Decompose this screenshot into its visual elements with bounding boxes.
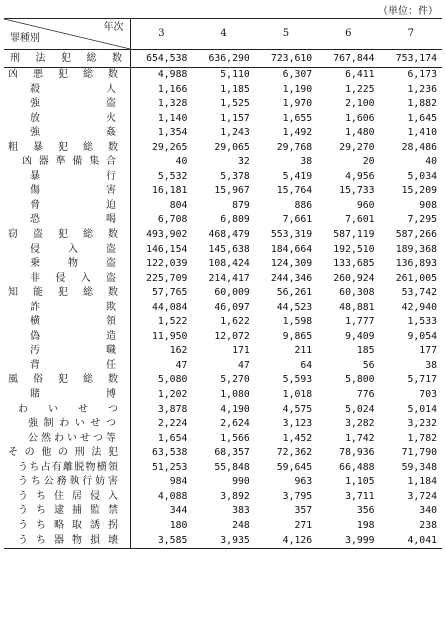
row-label-text: 背任 xyxy=(30,359,116,371)
value-cell: 1,492 xyxy=(282,127,313,139)
row-label-text: 偽造 xyxy=(30,330,116,342)
row-label-text: 放火 xyxy=(30,112,116,124)
row-label-text: その他の刑法犯 xyxy=(8,447,118,459)
row-label-text: うち器物損壊 xyxy=(18,534,118,546)
row-label-text: 強制わいせつ xyxy=(28,418,116,430)
row-label xyxy=(4,315,130,330)
value-cell: 133,685 xyxy=(333,258,375,270)
value-cell: 1,522 xyxy=(157,316,188,328)
table-row xyxy=(4,228,442,243)
row-label-text: 粗暴犯総数 xyxy=(8,141,118,153)
value-cell: 6,708 xyxy=(157,214,188,226)
table-row xyxy=(4,403,442,418)
category-axis-label: 罪種別 xyxy=(10,33,40,45)
value-cell: 44,523 xyxy=(276,301,313,313)
row-label-text: 脅迫 xyxy=(30,199,116,211)
value-cell: 47 xyxy=(175,359,188,371)
value-cell: 51,253 xyxy=(152,461,188,473)
row-label xyxy=(4,388,130,403)
row-label-text: 殺人 xyxy=(30,83,116,95)
value-cell: 5,717 xyxy=(407,374,437,386)
value-cell: 1,742 xyxy=(345,432,375,444)
value-cell: 984 xyxy=(169,476,188,488)
value-cell: 56,261 xyxy=(276,287,313,299)
value-cell: 804 xyxy=(169,199,188,211)
value-cell: 38 xyxy=(425,359,437,371)
value-cell: 5,110 xyxy=(220,69,250,80)
row-label xyxy=(4,330,130,345)
value-cell: 1,190 xyxy=(282,83,313,95)
value-cell: 654,538 xyxy=(130,50,192,68)
value-cell: 3,282 xyxy=(345,418,375,430)
value-cell: 108,424 xyxy=(208,258,250,270)
value-cell: 15,967 xyxy=(214,185,250,197)
value-cell: 244,346 xyxy=(270,272,313,284)
value-cell: 44,084 xyxy=(152,301,188,313)
value-cell: 1,655 xyxy=(282,112,313,124)
table-row xyxy=(4,432,442,447)
value-cell: 493,902 xyxy=(146,229,188,241)
unit-note: （単位：件） xyxy=(378,6,438,17)
value-cell: 261,005 xyxy=(395,272,437,284)
header-corner-cell xyxy=(4,19,130,50)
value-cell: 271 xyxy=(294,519,313,531)
row-label xyxy=(4,141,130,156)
value-cell: 20 xyxy=(362,156,375,168)
year-header: 5 xyxy=(255,19,317,50)
value-cell: 1,105 xyxy=(345,476,375,488)
value-cell: 32 xyxy=(237,156,250,168)
value-cell: 383 xyxy=(232,505,250,517)
value-cell: 136,893 xyxy=(395,258,437,270)
value-cell: 3,935 xyxy=(192,534,254,549)
value-cell: 60,009 xyxy=(214,287,250,299)
value-cell: 63,538 xyxy=(152,447,188,459)
table-row xyxy=(4,388,442,403)
value-cell: 5,080 xyxy=(157,374,188,386)
row-label-text: 暴行 xyxy=(30,170,116,182)
value-cell: 4,988 xyxy=(157,69,188,80)
table-row xyxy=(4,213,442,228)
row-label-text: うち略取誘拐 xyxy=(18,519,118,531)
value-cell: 1,525 xyxy=(220,98,250,110)
value-cell: 1,184 xyxy=(407,476,437,488)
row-label xyxy=(4,461,130,476)
value-cell: 1,243 xyxy=(220,127,250,139)
table-row xyxy=(4,373,442,388)
value-cell: 1,654 xyxy=(157,432,188,444)
value-cell: 15,764 xyxy=(276,185,313,197)
row-label xyxy=(4,432,130,447)
value-cell: 1,166 xyxy=(157,83,188,95)
table-row xyxy=(4,359,442,374)
value-cell: 990 xyxy=(232,476,250,488)
value-cell: 4,088 xyxy=(157,490,188,502)
value-cell: 1,354 xyxy=(157,127,188,139)
value-cell: 340 xyxy=(419,505,437,517)
row-label-text: 汚職 xyxy=(30,345,116,357)
value-cell: 4,041 xyxy=(380,534,442,549)
value-cell: 1,777 xyxy=(345,316,375,328)
value-cell: 38 xyxy=(300,156,313,168)
value-cell: 124,309 xyxy=(270,258,313,270)
row-label-text: 傷害 xyxy=(30,185,116,197)
table-row xyxy=(4,155,442,170)
value-cell: 1,410 xyxy=(407,127,437,139)
value-cell: 78,936 xyxy=(339,447,375,459)
row-label xyxy=(4,228,130,243)
value-cell: 3,878 xyxy=(157,403,188,415)
value-cell: 1,452 xyxy=(282,432,313,444)
table-row xyxy=(4,50,442,68)
value-cell: 3,123 xyxy=(282,418,313,430)
value-cell: 753,174 xyxy=(380,50,442,68)
row-label xyxy=(4,257,130,272)
value-cell: 9,054 xyxy=(407,330,437,342)
value-cell: 162 xyxy=(169,345,188,357)
value-cell: 1,645 xyxy=(407,112,437,124)
row-label-text: 窃盗犯総数 xyxy=(8,229,118,241)
table-row xyxy=(4,257,442,272)
row-label-text: 恐喝 xyxy=(30,214,116,226)
row-label xyxy=(4,519,130,534)
value-cell: 28,486 xyxy=(401,141,437,153)
value-cell: 5,419 xyxy=(282,170,313,182)
value-cell: 1,185 xyxy=(220,83,250,95)
value-cell: 53,742 xyxy=(401,287,437,299)
value-cell: 71,790 xyxy=(401,447,437,459)
table-row xyxy=(4,272,442,287)
table-row xyxy=(4,446,442,461)
value-cell: 6,307 xyxy=(282,69,313,80)
table-row xyxy=(4,286,442,301)
table-row xyxy=(4,141,442,156)
value-cell: 189,368 xyxy=(395,243,437,255)
value-cell: 6,411 xyxy=(345,69,375,80)
row-label-text: うち逮捕監禁 xyxy=(18,505,118,517)
row-label-text: 詐欺 xyxy=(30,301,116,313)
row-label xyxy=(4,126,130,141)
value-cell: 4,956 xyxy=(345,170,375,182)
value-cell: 47 xyxy=(237,359,250,371)
value-cell: 9,865 xyxy=(282,330,313,342)
table-row xyxy=(4,243,442,258)
row-label xyxy=(4,50,130,68)
table-body xyxy=(4,50,442,549)
table-row xyxy=(4,170,442,185)
value-cell: 146,154 xyxy=(146,243,188,255)
table-row xyxy=(4,330,442,345)
row-label xyxy=(4,199,130,214)
value-cell: 5,014 xyxy=(407,403,437,415)
value-cell: 886 xyxy=(294,199,313,211)
year-header: 6 xyxy=(317,19,379,50)
value-cell: 42,940 xyxy=(401,301,437,313)
table-row xyxy=(4,519,442,534)
value-cell: 40 xyxy=(425,156,437,168)
value-cell: 40 xyxy=(175,156,188,168)
table-row xyxy=(4,184,442,199)
value-cell: 879 xyxy=(232,199,250,211)
value-cell: 64 xyxy=(300,359,313,371)
value-cell: 248 xyxy=(232,519,250,531)
value-cell: 587,266 xyxy=(395,229,437,241)
value-cell: 11,950 xyxy=(152,330,188,342)
row-label xyxy=(4,243,130,258)
row-label-text: 凶悪犯総数 xyxy=(8,69,118,80)
value-cell: 1,202 xyxy=(157,389,188,401)
row-label-text: うち公務執行妨害 xyxy=(18,476,118,488)
value-cell: 2,224 xyxy=(157,418,188,430)
value-cell: 1,566 xyxy=(220,432,250,444)
table-row xyxy=(4,534,442,549)
value-cell: 553,319 xyxy=(270,229,313,241)
year-header: 7 xyxy=(380,19,442,50)
row-label-text: 横領 xyxy=(30,316,116,328)
value-cell: 908 xyxy=(419,199,437,211)
table-row xyxy=(4,504,442,519)
value-cell: 12,072 xyxy=(214,330,250,342)
header-row xyxy=(4,19,442,50)
value-cell: 587,119 xyxy=(333,229,375,241)
value-cell: 2,100 xyxy=(345,98,375,110)
value-cell: 56 xyxy=(362,359,375,371)
row-label xyxy=(4,272,130,287)
row-label xyxy=(4,490,130,505)
value-cell: 1,622 xyxy=(220,316,250,328)
value-cell: 3,999 xyxy=(317,534,379,549)
row-label-text: 凶器準備集合 xyxy=(22,156,116,168)
crime-statistics-table xyxy=(4,18,442,549)
row-label-text: 賭博 xyxy=(30,389,116,401)
value-cell: 723,610 xyxy=(255,50,317,68)
row-label-text: 公然わいせつ等 xyxy=(28,432,116,444)
value-cell: 184,664 xyxy=(270,243,313,255)
value-cell: 2,624 xyxy=(220,418,250,430)
row-label-text: 強盗 xyxy=(30,98,116,110)
value-cell: 60,308 xyxy=(339,287,375,299)
table-row xyxy=(4,490,442,505)
row-label-text: うち占有離脱物横領 xyxy=(18,461,118,473)
value-cell: 344 xyxy=(169,505,188,517)
value-cell: 5,024 xyxy=(345,403,375,415)
value-cell: 66,488 xyxy=(339,461,375,473)
value-cell: 55,848 xyxy=(214,461,250,473)
value-cell: 29,065 xyxy=(214,141,250,153)
value-cell: 7,601 xyxy=(345,214,375,226)
row-label-text: 強姦 xyxy=(30,127,116,139)
row-label xyxy=(4,344,130,359)
value-cell: 963 xyxy=(294,476,313,488)
row-label xyxy=(4,417,130,432)
value-cell: 59,645 xyxy=(276,461,313,473)
value-cell: 1,140 xyxy=(157,112,188,124)
row-label xyxy=(4,403,130,418)
row-label xyxy=(4,97,130,112)
value-cell: 238 xyxy=(419,519,437,531)
value-cell: 214,417 xyxy=(208,272,250,284)
value-cell: 1,225 xyxy=(345,83,375,95)
value-cell: 1,533 xyxy=(407,316,437,328)
value-cell: 122,039 xyxy=(146,258,188,270)
year-axis-label: 年次 xyxy=(103,22,124,33)
row-label xyxy=(4,112,130,127)
value-cell: 185 xyxy=(356,345,375,357)
value-cell: 180 xyxy=(169,519,188,531)
table-row xyxy=(4,68,442,83)
value-cell: 68,357 xyxy=(214,447,250,459)
value-cell: 46,097 xyxy=(214,301,250,313)
row-label xyxy=(4,286,130,301)
value-cell: 1,970 xyxy=(282,98,313,110)
table-row xyxy=(4,301,442,316)
value-cell: 1,157 xyxy=(220,112,250,124)
row-label xyxy=(4,534,130,549)
value-cell: 1,606 xyxy=(345,112,375,124)
value-cell: 48,881 xyxy=(339,301,375,313)
value-cell: 29,265 xyxy=(152,141,188,153)
value-cell: 636,290 xyxy=(192,50,254,68)
row-label-text: うち住居侵入 xyxy=(18,490,118,502)
value-cell: 6,173 xyxy=(407,69,437,80)
row-label xyxy=(4,373,130,388)
value-cell: 15,733 xyxy=(339,185,375,197)
value-cell: 1,236 xyxy=(407,83,437,95)
table-row xyxy=(4,97,442,112)
row-label xyxy=(4,301,130,316)
year-header: 4 xyxy=(192,19,254,50)
value-cell: 6,809 xyxy=(220,214,250,226)
row-label xyxy=(4,155,130,170)
value-cell: 703 xyxy=(419,389,437,401)
table-row xyxy=(4,461,442,476)
value-cell: 4,126 xyxy=(255,534,317,549)
table-row xyxy=(4,199,442,214)
value-cell: 5,532 xyxy=(157,170,188,182)
year-header: 3 xyxy=(130,19,192,50)
value-cell: 225,709 xyxy=(146,272,188,284)
value-cell: 3,795 xyxy=(282,490,313,502)
value-cell: 5,034 xyxy=(407,170,437,182)
value-cell: 29,768 xyxy=(276,141,313,153)
value-cell: 171 xyxy=(232,345,250,357)
row-label-text: わいせつ xyxy=(18,403,118,415)
value-cell: 1,328 xyxy=(157,98,188,110)
value-cell: 1,080 xyxy=(220,389,250,401)
value-cell: 776 xyxy=(356,389,375,401)
table-row xyxy=(4,315,442,330)
value-cell: 5,270 xyxy=(220,374,250,386)
row-label-text: 非侵入盗 xyxy=(30,272,116,284)
row-label xyxy=(4,83,130,98)
value-cell: 1,480 xyxy=(345,127,375,139)
value-cell: 5,800 xyxy=(345,374,375,386)
value-cell: 468,479 xyxy=(208,229,250,241)
value-cell: 4,190 xyxy=(220,403,250,415)
value-cell: 211 xyxy=(294,345,313,357)
value-cell: 3,711 xyxy=(345,490,375,502)
row-label xyxy=(4,504,130,519)
value-cell: 7,661 xyxy=(282,214,313,226)
value-cell: 16,181 xyxy=(152,185,188,197)
table-row xyxy=(4,344,442,359)
table-row xyxy=(4,83,442,98)
value-cell: 357 xyxy=(294,505,313,517)
value-cell: 260,924 xyxy=(333,272,375,284)
row-label xyxy=(4,475,130,490)
value-cell: 57,765 xyxy=(152,287,188,299)
value-cell: 356 xyxy=(356,505,375,517)
value-cell: 145,638 xyxy=(208,243,250,255)
value-cell: 72,362 xyxy=(276,447,313,459)
row-label-text: 侵入盗 xyxy=(30,243,116,255)
row-label xyxy=(4,170,130,185)
value-cell: 4,575 xyxy=(282,403,313,415)
table-row xyxy=(4,126,442,141)
value-cell: 5,378 xyxy=(220,170,250,182)
table-row xyxy=(4,475,442,490)
row-label-text: 知能犯総数 xyxy=(8,287,118,299)
value-cell: 9,409 xyxy=(345,330,375,342)
value-cell: 192,510 xyxy=(333,243,375,255)
row-label-text: 刑法犯総数 xyxy=(10,53,122,64)
value-cell: 1,018 xyxy=(282,389,313,401)
row-label xyxy=(4,446,130,461)
value-cell: 3,232 xyxy=(407,418,437,430)
value-cell: 29,270 xyxy=(339,141,375,153)
value-cell: 3,585 xyxy=(130,534,192,549)
value-cell: 198 xyxy=(356,519,375,531)
value-cell: 1,882 xyxy=(407,98,437,110)
row-label xyxy=(4,184,130,199)
value-cell: 7,295 xyxy=(407,214,437,226)
row-label-text: 風俗犯総数 xyxy=(8,374,118,386)
value-cell: 15,209 xyxy=(401,185,437,197)
row-label xyxy=(4,359,130,374)
value-cell: 177 xyxy=(419,345,437,357)
value-cell: 1,598 xyxy=(282,316,313,328)
value-cell: 5,593 xyxy=(282,374,313,386)
value-cell: 1,782 xyxy=(407,432,437,444)
table-row xyxy=(4,112,442,127)
value-cell: 960 xyxy=(356,199,375,211)
row-label xyxy=(4,213,130,228)
value-cell: 767,844 xyxy=(317,50,379,68)
value-cell: 59,348 xyxy=(401,461,437,473)
value-cell: 3,724 xyxy=(407,490,437,502)
row-label-text: 乗物盗 xyxy=(30,258,116,270)
value-cell: 3,892 xyxy=(220,490,250,502)
row-label xyxy=(4,68,130,83)
table-row xyxy=(4,417,442,432)
